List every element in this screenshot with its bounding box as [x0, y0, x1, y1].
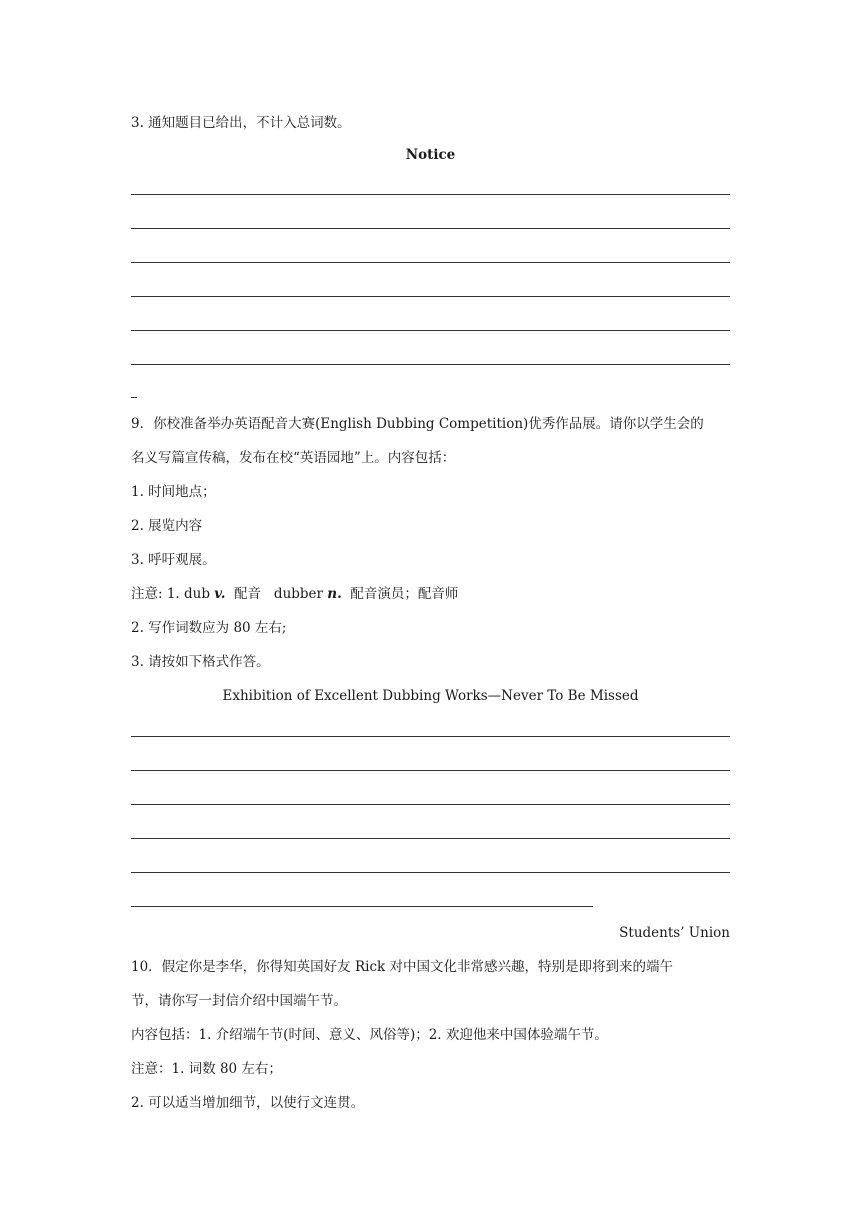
answer-line [131, 296, 730, 297]
answer-line [131, 838, 730, 839]
q9-item1: 1. 时间地点； [131, 484, 216, 500]
q9-note-v: v. [214, 586, 226, 602]
q9-note-n: n. [327, 586, 342, 602]
answer-line-short [131, 906, 593, 907]
q10-intro-line2: 节，请你写一封信介绍中国端午节。 [131, 993, 347, 1009]
q10-note2: 2. 可以适当增加细节，以使行文连贯。 [131, 1095, 365, 1111]
q9-item2: 2. 展览内容 [131, 518, 203, 534]
answer-line [131, 194, 730, 195]
answer-line [131, 330, 730, 331]
q9-note-prefix: 注意: 1. dub [131, 586, 215, 602]
q8-item3: 3. 通知题目已给出，不计入总词数。 [131, 115, 351, 131]
answer-line [131, 364, 730, 365]
answer-line [131, 736, 730, 737]
q9-note-mid: 配音 dubber [225, 586, 328, 602]
answer-line [131, 228, 730, 229]
notice-title: Notice [405, 147, 456, 163]
q9-note-suffix: 配音演员；配音师 [341, 586, 459, 602]
q9-item3: 3. 呼吁观展。 [131, 552, 216, 568]
answer-line [131, 804, 730, 805]
q10-note1: 注意：1. 词数 80 左右； [131, 1061, 282, 1077]
answer-line [131, 872, 730, 873]
exhibition-title: Exhibition of Excellent Dubbing Works—Never To Be Missed [222, 688, 639, 704]
signature: Students’ Union [619, 925, 730, 941]
q9-note1 [131, 585, 458, 603]
q9-note2: 2. 写作词数应为 80 左右; [131, 620, 287, 636]
answer-line [131, 262, 730, 263]
q9-intro-line1: 9．你校准备举办英语配音大赛(English Dubbing Competition)优秀作品展。请你以学生会的 [131, 416, 704, 432]
answer-line [131, 770, 730, 771]
q9-intro-line2: 名义写篇宣传稿，发布在校“英语园地”上。内容包括： [131, 450, 456, 466]
q10-content: 内容包括：1. 介绍端午节(时间、意义、风俗等)；2. 欢迎他来中国体验端午节。 [131, 1027, 608, 1043]
answer-line-tail [131, 397, 137, 398]
q9-note3: 3. 请按如下格式作答。 [131, 654, 270, 670]
q10-intro-line1: 10．假定你是李华，你得知英国好友 Rick 对中国文化非常感兴趣，特别是即将到来的端午 [131, 959, 673, 975]
